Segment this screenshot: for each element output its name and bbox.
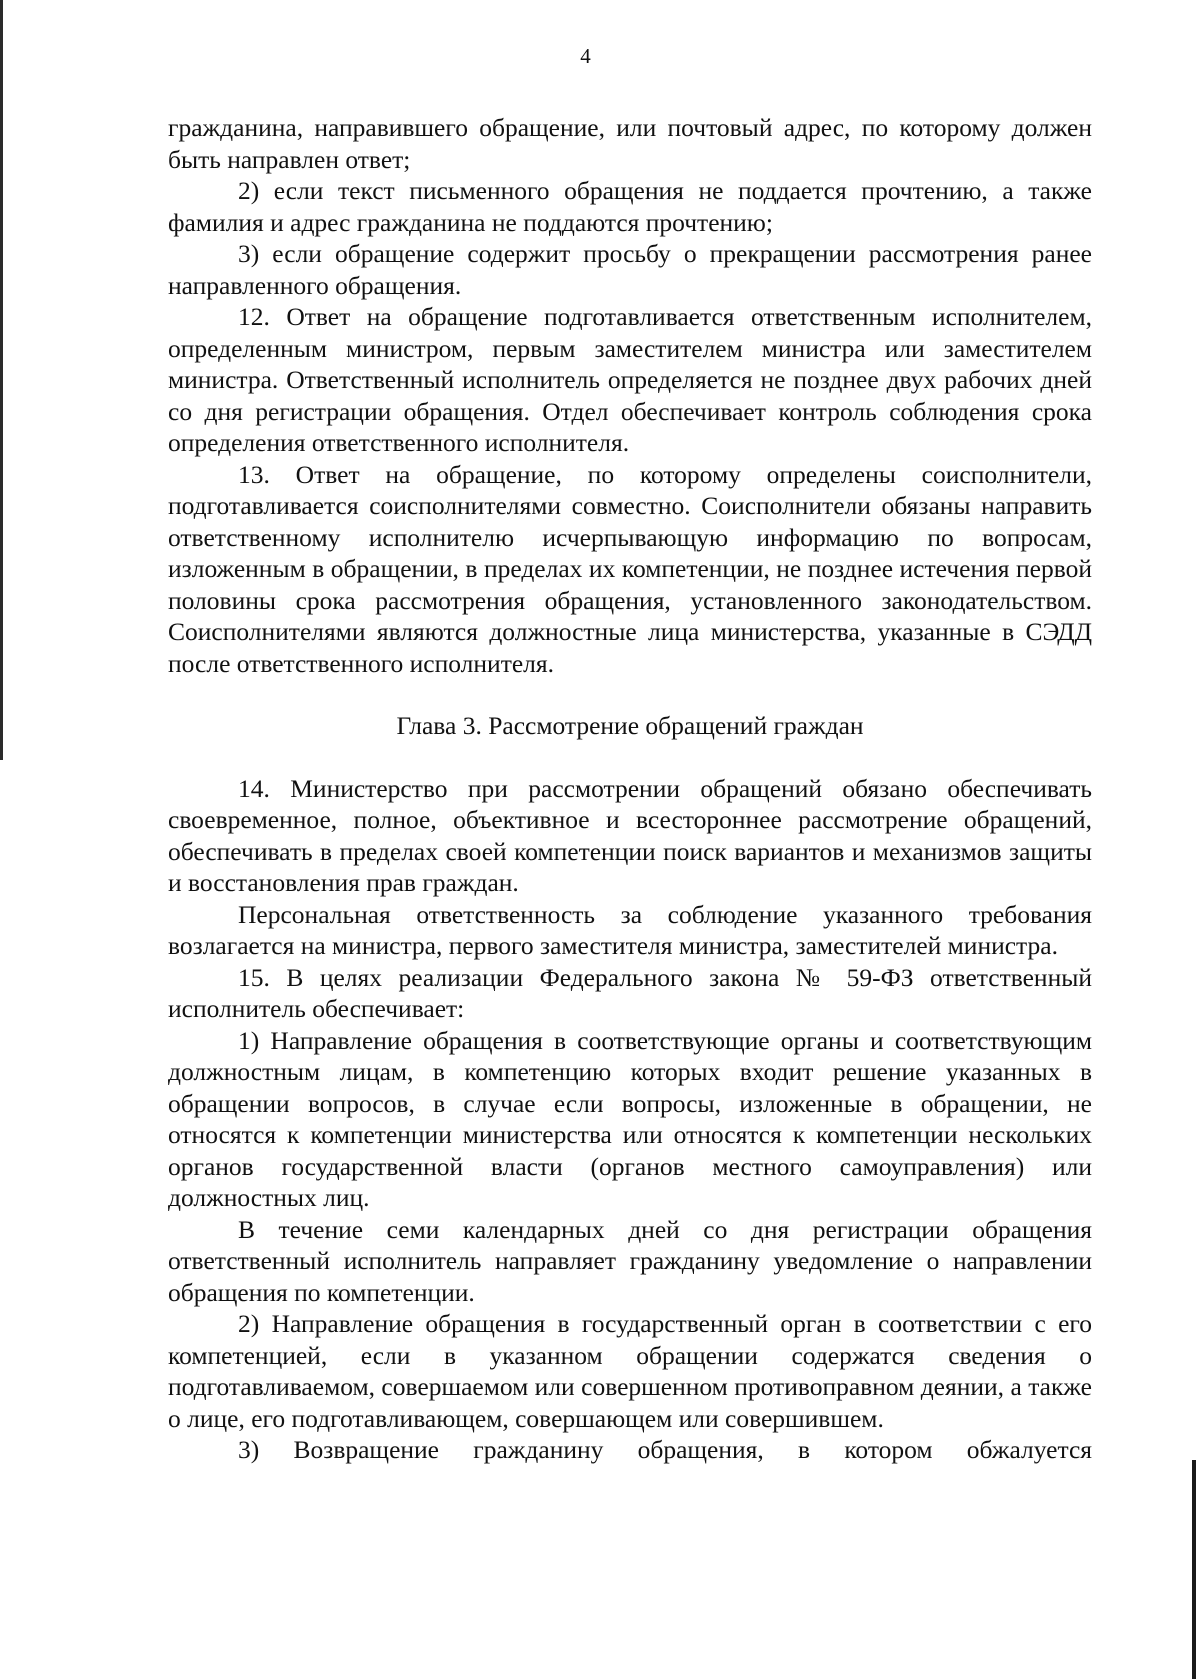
paragraph: 2) Направление обращения в государственный орган в соответствии с его компетенцией, если в указанном обращении содержатся сведения о подготавливаемом, совершаемом или совершенном противоправном деянии, а также о лице, его подготавливающем, совершающем или совершившем.: [168, 1309, 1092, 1433]
paragraph: 14. Министерство при рассмотрении обращений обязано обеспечивать своевременное, полное, объективное и всестороннее рассмотрение обращений, обеспечивать в пределах своей компетенции поиск вариантов и механизмов защиты и восстановления прав граждан.: [168, 773, 1092, 897]
page-number: 4: [580, 44, 591, 68]
paragraphs-after-heading: [168, 773, 1092, 1466]
paragraphs-before-heading: [168, 112, 1092, 679]
paragraph: гражданина, направившего обращение, или почтовый адрес, по которому должен быть направлен ответ;: [168, 113, 1092, 174]
paragraph: 12. Ответ на обращение подготавливается ответственным исполнителем, определенным министром, первым заместителем министра или заместителем министра. Ответственный исполнитель определяется не позднее двух рабочих дней со дня регистрации обращения. Отдел обеспечивает контроль соблюдения срока определения ответственного исполнителя.: [168, 302, 1092, 457]
paragraph: 15. В целях реализации Федерального закона № 59-ФЗ ответственный исполнитель обеспечивает:: [168, 962, 1092, 1023]
paragraph: 3) если обращение содержит просьбу о прекращении рассмотрения ранее направленного обращения.: [168, 239, 1092, 300]
paragraph: 1) Направление обращения в соответствующие органы и соответствующим должностным лицам, в компетенцию которых входит решение указанных в обращении вопросов, в случае если вопросы, изложенные в обращении, не относятся к компетенции министерства или относятся к компетенции нескольких органов государственной власти (органов местного самоуправления) или должностных лиц.: [168, 1025, 1092, 1212]
paragraph: Персональная ответственность за соблюдение указанного требования возлагается на министра, первого заместителя министра, заместителей министра.: [168, 899, 1092, 960]
paragraph: 13. Ответ на обращение, по которому определены соисполнители, подготавливается соисполнителями совместно. Соисполнители обязаны направить ответственному исполнителю исчерпывающую информацию по вопросам, изложенным в обращении, в пределах их компетенции, не позднее истечения первой половины срока рассмотрения обращения, установленного законодательством. Соисполнителями являются должностные лица министерства, указанные в СЭДД после ответственного исполнителя.: [168, 459, 1092, 678]
scan-edge-right: [1192, 1460, 1196, 1679]
scan-edge-left: [0, 0, 3, 760]
chapter-heading: Глава 3. Рассмотрение обращений граждан: [396, 711, 864, 740]
paragraph: 3) Возвращение гражданину обращения, в котором обжалуется: [238, 1435, 1092, 1464]
paragraph: 2) если текст письменного обращения не поддается прочтению, а также фамилия и адрес гражданина не поддаются прочтению;: [168, 176, 1092, 237]
document-body: [168, 112, 1092, 1466]
paragraph: В течение семи календарных дней со дня регистрации обращения ответственный исполнитель направляет гражданину уведомление о направлении обращения по компетенции.: [168, 1214, 1092, 1307]
